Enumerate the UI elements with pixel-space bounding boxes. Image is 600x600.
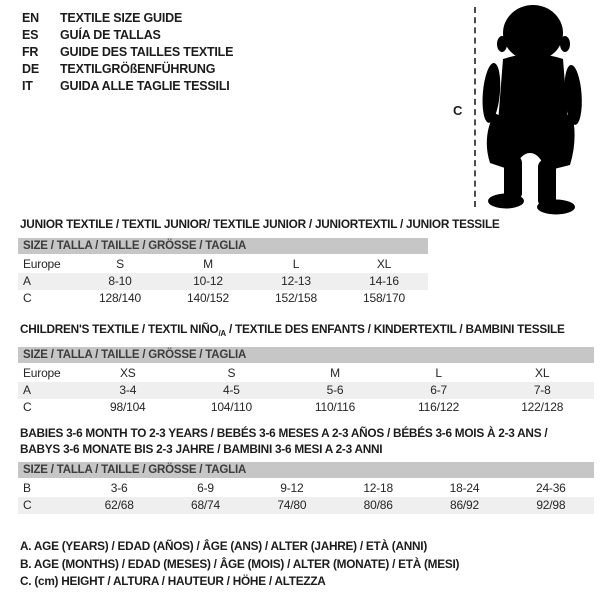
table-cell: L	[292, 257, 300, 271]
table-row	[18, 290, 428, 307]
table-row	[18, 497, 594, 514]
table-cell: S	[227, 366, 236, 380]
junior-size-table	[18, 238, 428, 307]
children-title-text: / TEXTILE DES ENFANTS / KINDERTEXTIL / BAMBINI TESSILE	[225, 322, 565, 336]
table-cell: 122/128	[521, 400, 564, 414]
children-section-title	[20, 321, 565, 342]
language-code: IT	[22, 79, 33, 93]
height-measure-label: C	[453, 103, 463, 118]
table-cell: 6-9	[197, 481, 214, 495]
language-row-it	[22, 78, 233, 95]
table-cell: 158/170	[363, 291, 405, 305]
row-label: C	[23, 400, 32, 414]
table-row	[18, 273, 428, 290]
table-cell: 3-4	[119, 383, 137, 397]
table-cell: 4-5	[223, 383, 240, 397]
language-label: TEXTILE SIZE GUIDE	[60, 11, 183, 25]
table-cell: 116/122	[418, 400, 460, 414]
row-label: Europe	[23, 257, 61, 271]
table-row	[18, 256, 428, 273]
language-code: EN	[22, 11, 39, 25]
table-row	[18, 365, 594, 382]
table-cell: 104/110	[210, 400, 252, 414]
babies-title-line2: BABYS 3-6 MONATE BIS 2-3 JAHRE / BAMBINI 3-6 MESI A 2-3 ANNI	[20, 442, 383, 456]
baby-silhouette-icon	[480, 3, 596, 215]
table-cell: 12-18	[363, 481, 394, 495]
table-cell: XS	[119, 366, 136, 380]
row-label: C	[23, 291, 32, 305]
junior-section-title: JUNIOR TEXTILE / TEXTIL JUNIOR/ TEXTILE JUNIOR / JUNIORTEXTIL / JUNIOR TESSILE	[20, 217, 500, 231]
table-cell: 62/68	[104, 498, 134, 512]
babies-section-title	[20, 425, 547, 457]
table-cell: 86/92	[449, 498, 479, 512]
table-cell: XL	[535, 366, 550, 380]
table-cell: M	[203, 257, 213, 271]
children-title-subscript: /A	[218, 329, 226, 338]
table-cell: 18-24	[449, 481, 480, 495]
table-row	[18, 399, 594, 416]
table-cell: M	[330, 366, 340, 380]
table-cell: S	[116, 257, 124, 271]
height-dashed-line	[474, 7, 476, 207]
language-code: ES	[22, 28, 39, 42]
table-cell: 152/158	[275, 291, 317, 305]
row-label: B	[23, 481, 31, 495]
table-cell: 68/74	[190, 498, 220, 512]
table-cell: 8-10	[108, 274, 132, 288]
language-row-de	[22, 61, 233, 78]
table-cell: 110/116	[314, 400, 356, 414]
size-header-bar: SIZE / TALLA / TAILLE / GRÖSSE / TAGLIA	[18, 347, 594, 363]
children-title-text: CHILDREN'S TEXTILE / TEXTIL NIÑO	[20, 322, 219, 336]
table-cell: 74/80	[277, 498, 307, 512]
table-cell: L	[435, 366, 442, 380]
language-label: GUÍA DE TALLAS	[60, 28, 161, 42]
table-cell: 128/140	[99, 291, 141, 305]
language-row-es	[22, 27, 233, 44]
row-label: A	[23, 274, 31, 288]
babies-size-table	[18, 462, 594, 514]
language-row-fr	[22, 44, 233, 61]
table-cell: 98/104	[110, 400, 146, 414]
row-label: Europe	[23, 366, 61, 380]
language-label: GUIDA ALLE TAGLIE TESSILI	[60, 79, 230, 93]
language-label: GUIDE DES TAILLES TEXTILE	[60, 45, 234, 59]
row-label: A	[23, 383, 31, 397]
legend-line-c: C. (cm) HEIGHT / ALTURA / HAUTEUR / HÖHE / ALTEZZA	[20, 574, 326, 588]
babies-title-line1: BABIES 3-6 MONTH TO 2-3 YEARS / BEBÉS 3-6 MESES A 2-3 AÑOS / BÉBÉS 3-6 MOIS À 2-3 ANS /	[20, 426, 548, 440]
table-cell: 10-12	[193, 274, 223, 288]
legend-line-b: B. AGE (MONTHS) / EDAD (MESES) / ÂGE (MOIS) / ALTER (MONATE) / ETÀ (MESI)	[20, 556, 460, 571]
table-cell: 6-7	[430, 383, 447, 397]
table-cell: 9-12	[280, 481, 304, 495]
table-cell: 92/98	[536, 498, 566, 512]
legend-line-a: A. AGE (YEARS) / EDAD (AÑOS) / ÂGE (ANS) / ALTER (JAHRE) / ETÀ (ANNI)	[20, 539, 427, 553]
row-label: C	[23, 498, 32, 512]
table-cell: XL	[376, 257, 392, 271]
size-header-bar: SIZE / TALLA / TAILLE / GRÖSSE / TAGLIA	[18, 238, 428, 254]
language-row-en	[22, 10, 233, 27]
table-cell: 24-36	[535, 481, 566, 495]
table-cell: 5-6	[326, 383, 344, 397]
table-cell: 14-16	[369, 274, 399, 288]
size-header-bar: SIZE / TALLA / TAILLE / GRÖSSE / TAGLIA	[18, 462, 594, 478]
language-code: FR	[22, 45, 39, 59]
table-cell: 7-8	[533, 383, 551, 397]
height-figure	[448, 3, 600, 217]
table-row	[18, 480, 594, 497]
language-label: TEXTILGRÖßENFÜHRUNG	[60, 62, 216, 76]
measure-legend	[20, 538, 459, 591]
table-cell: 80/86	[363, 498, 393, 512]
table-row	[18, 382, 594, 399]
children-size-table	[18, 347, 594, 416]
table-cell: 3-6	[110, 481, 128, 495]
language-code: DE	[22, 62, 39, 76]
language-list	[22, 10, 233, 95]
table-cell: 12-13	[281, 274, 311, 288]
table-cell: 140/152	[187, 291, 229, 305]
